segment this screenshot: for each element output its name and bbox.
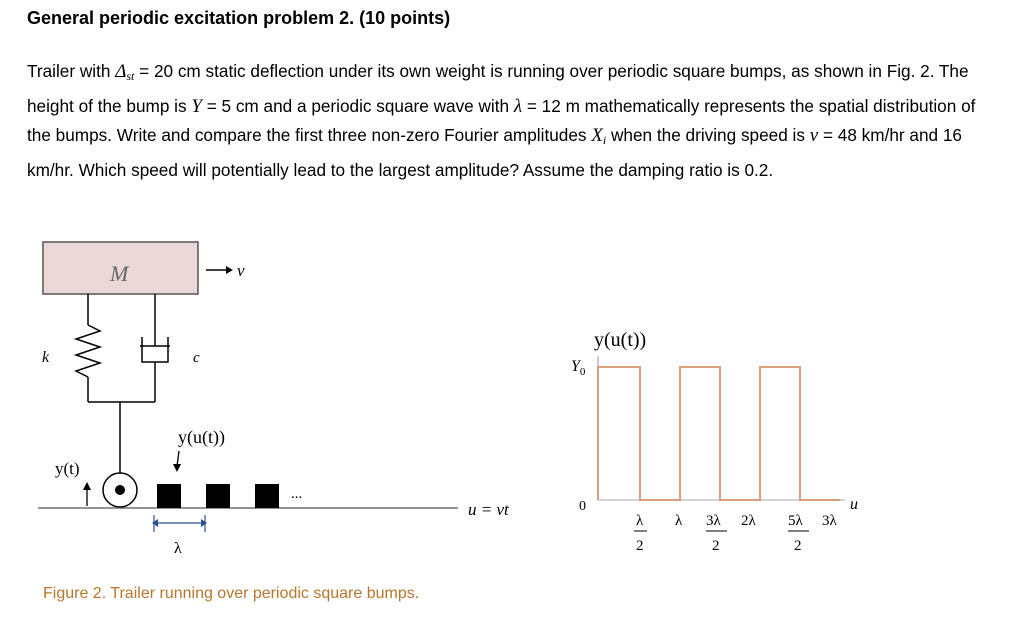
velocity-label: v (237, 261, 245, 280)
spring (76, 294, 100, 402)
zero-label: 0 (579, 499, 586, 514)
Y0-label: $Y_0$ (571, 358, 586, 378)
tick-two-lambda: 2λ (741, 513, 756, 529)
input-label: y(u(t)) (178, 427, 225, 447)
svg-text:2: 2 (794, 538, 802, 554)
damper (140, 294, 170, 402)
wavelength-dimension (154, 515, 205, 532)
axis-label: u = vt (468, 500, 509, 519)
tick-three-half-lambda: 3λ (706, 513, 721, 529)
mass-label: M (110, 261, 129, 286)
square-wave-plot (560, 315, 858, 575)
problem-statement: Trailer with $\Delta_{st} = 20$ cm static deflection under its own weight is running over periodic square bumps, as shown in Fig. 2. The height of the bump is Y = 5 cm and a periodic square wave with λ = 12 m mathematically represents the spatial distribution of the bumps. Write and compare the first three non-zero Fourier amplitudes $X_i$ when the driving speed is v = 48 km/hr and 16 km/hr. Which speed will potentially lead to the largest amplitude? Assume the damping ratio is 0.2. (27, 61, 976, 180)
continuation-dots: ... (291, 486, 303, 502)
tick-half-lambda: λ (636, 513, 644, 529)
damper-label: c (193, 350, 200, 366)
u-axis-label: u (850, 496, 858, 513)
y-t-label: y(t) (55, 459, 80, 478)
svg-text:2: 2 (712, 538, 720, 554)
figure-caption: Figure 2. Trailer running over periodic square bumps. (43, 585, 420, 602)
problem-title: General periodic excitation problem 2. (10 points) (27, 8, 451, 28)
square-wave-signal (598, 367, 840, 500)
bump (157, 484, 181, 508)
bump (206, 484, 230, 508)
wavelength-label: λ (174, 540, 182, 557)
svg-text:2: 2 (636, 538, 644, 554)
tick-lambda: λ (675, 513, 683, 529)
bump (255, 484, 279, 508)
trailer-diagram (0, 230, 560, 570)
tick-five-half-lambda: 5λ (788, 513, 803, 529)
spring-label: k (42, 349, 50, 366)
tick-three-lambda: 3λ (822, 513, 837, 529)
plot-y-label: y(u(t)) (594, 329, 647, 351)
